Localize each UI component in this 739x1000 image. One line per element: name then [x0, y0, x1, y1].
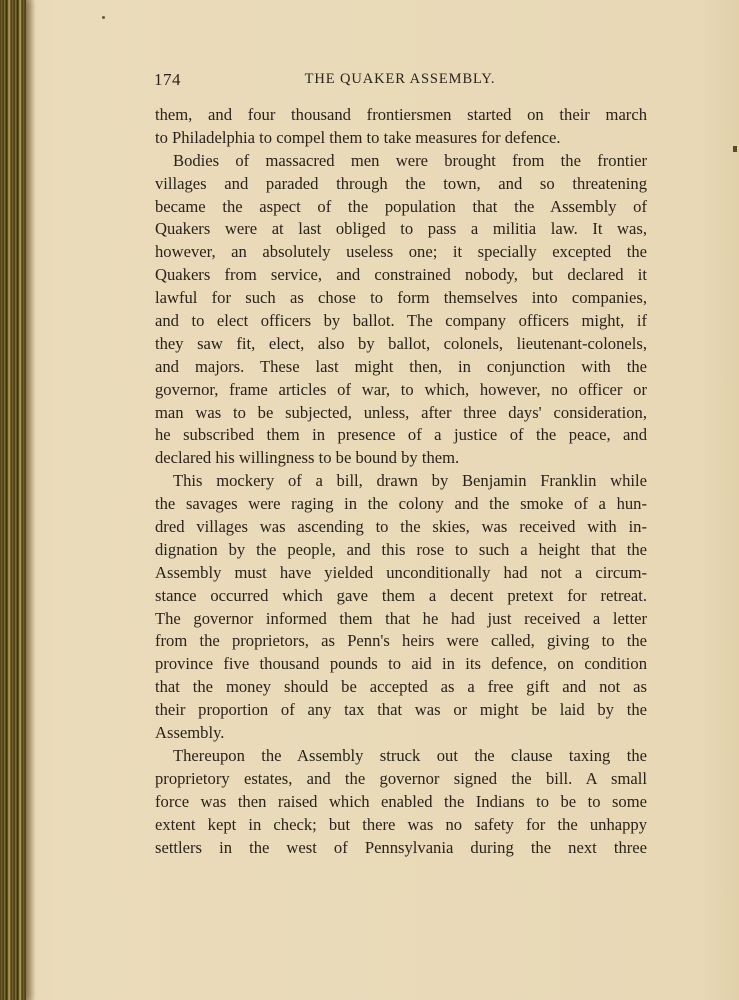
- text-line: their proportion of any tax that was or might be laid by the: [155, 700, 647, 720]
- text-line: they saw fit, elect, also by ballot, colonels, lieutenant-colonels,: [155, 333, 647, 353]
- page-number: 174: [154, 70, 181, 89]
- paper-speck: [733, 146, 737, 152]
- text-line: governor, frame articles of war, to which, however, no officer or: [155, 379, 647, 399]
- text-line: and to elect officers by ballot. The company officers might, if: [155, 311, 647, 331]
- text-line: and majors. These last might then, in conjunction with the: [155, 356, 647, 376]
- text-line: the savages were raging in the colony and the smoke of a hun-: [155, 494, 647, 514]
- body-text: [155, 104, 647, 859]
- text-line: Thereupon the Assembly struck out the clause taxing the: [173, 745, 647, 765]
- book-spine: [0, 0, 26, 1000]
- text-line: dignation by the people, and this rose to such a height that the: [155, 539, 647, 559]
- text-line: lawful for such as chose to form themselves into companies,: [155, 288, 647, 308]
- text-line: Quakers from service, and constrained nobody, but declared it: [155, 265, 647, 285]
- text-line: them, and four thousand frontiersmen started on their march: [155, 105, 647, 124]
- text-line: declared his willingness to be bound by them.: [155, 448, 460, 468]
- text-line: that the money should be accepted as a free gift and not as: [155, 677, 647, 697]
- text-line: The governor informed them that he had just received a letter: [155, 608, 647, 628]
- text-line: extent kept in check; but there was no safety for the unhappy: [155, 814, 647, 834]
- text-line: proprietory estates, and the governor signed the bill. A small: [155, 768, 647, 788]
- text-line: he subscribed them in presence of a justice of the peace, and: [155, 425, 647, 445]
- paper-speck: [102, 16, 105, 19]
- text-line: province five thousand pounds to aid in its defence, on condition: [155, 654, 647, 674]
- text-line: to Philadelphia to compel them to take measures for defence.: [155, 127, 561, 147]
- text-line: stance occurred which gave them a decent pretext for retreat.: [155, 585, 647, 605]
- text-line: Bodies of massacred men were brought from the frontier: [173, 150, 647, 170]
- gutter-shadow: [26, 0, 36, 1000]
- text-line: force was then raised which enabled the Indians to be to some: [155, 791, 647, 811]
- text-line: became the aspect of the population that the Assembly of: [155, 196, 647, 216]
- text-line: from the proprietors, as Penn's heirs were called, giving to the: [155, 631, 647, 651]
- text-line: dred villages was ascending to the skies, was received with in-: [155, 517, 647, 537]
- text-line: however, an absolutely useless one; it specially excepted the: [155, 242, 647, 262]
- text-line: This mockery of a bill, drawn by Benjamin Franklin while: [173, 471, 647, 491]
- running-head: THE QUAKER ASSEMBLY.: [304, 71, 496, 87]
- text-line: settlers in the west of Pennsylvania during the next three: [155, 837, 647, 857]
- text-line: man was to be subjected, unless, after three days' consideration,: [155, 402, 647, 422]
- text-line: Assembly must have yielded unconditionally had not a circum-: [155, 562, 647, 582]
- text-line: Assembly.: [155, 723, 225, 743]
- text-line: villages and paraded through the town, and so threatening: [155, 173, 647, 193]
- text-line: Quakers were at last obliged to pass a militia law. It was,: [155, 219, 647, 239]
- page-header: [154, 70, 646, 94]
